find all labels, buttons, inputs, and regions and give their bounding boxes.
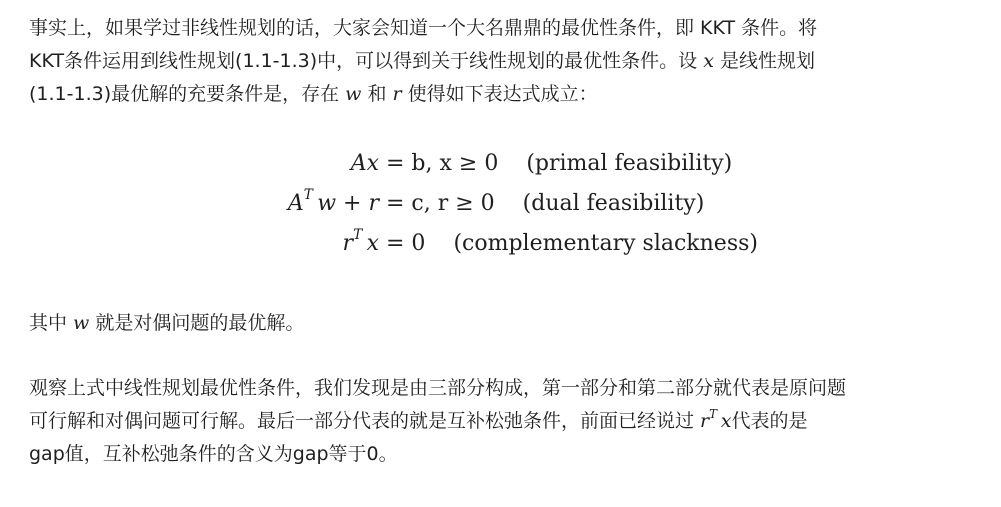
equation-dual-feasibility <box>0 184 1001 224</box>
transpose-superscript: T <box>303 187 313 204</box>
equation-rhs-group <box>379 184 704 224</box>
equation-rhs-group <box>379 224 758 264</box>
variable-r: r <box>392 83 402 105</box>
equation-lhs-main: Ax <box>350 151 379 176</box>
observation-paragraph <box>29 372 979 471</box>
equation-tag: (primal feasibility) <box>526 151 733 176</box>
equation-lhs-tail: w + r <box>317 191 379 216</box>
variable-x: x <box>720 410 732 432</box>
transpose-superscript: T <box>709 407 717 422</box>
transpose-superscript: T <box>353 227 363 244</box>
note-prefix: 其中 <box>29 312 74 334</box>
equation-rhs: = b, x ≥ 0 <box>386 151 499 176</box>
note-paragraph <box>29 307 979 340</box>
observation-line-2-suffix: 代表的是 <box>731 410 808 432</box>
intro-line-1: 事实上，如果学过非线性规划的话，大家会知道一个大名鼎鼎的最优性条件，即 KKT 条件。将 <box>29 17 818 39</box>
variable-r-transpose-x <box>700 407 732 432</box>
equation-rhs: = 0 <box>386 231 426 256</box>
equation-tag: (dual feasibility) <box>522 191 705 216</box>
variable-r: r <box>700 410 710 432</box>
equation-lhs-main: r <box>342 231 354 256</box>
note-suffix: 就是对偶问题的最优解。 <box>89 312 305 334</box>
equation-primal-feasibility <box>0 144 1001 184</box>
intro-line-2-prefix: KKT条件运用到线性规划(1.1-1.3)中，可以得到关于线性规划的最优性条件。设 <box>29 50 704 72</box>
observation-line-2-prefix: 可行解和对偶问题可行解。最后一部分代表的就是互补松弛条件，前面已经说过 <box>29 410 701 432</box>
observation-line-3: gap值，互补松弛条件的含义为gap等于0。 <box>29 443 398 465</box>
intro-paragraph <box>29 12 979 111</box>
intro-line-3-prefix: (1.1-1.3)最优解的充要条件是，存在 <box>29 83 346 105</box>
equation-rhs: = c, r ≥ 0 <box>386 191 495 216</box>
intro-line-3-mid: 和 <box>361 83 393 105</box>
variable-w: w <box>345 83 362 105</box>
intro-line-3 <box>29 78 979 111</box>
observation-line-2 <box>29 405 979 438</box>
equation-tag: (complementary slackness) <box>453 231 758 256</box>
variable-w: w <box>73 312 90 334</box>
equation-lhs <box>288 184 379 224</box>
intro-line-3-suffix: 使得如下表达式成立： <box>401 83 598 105</box>
equation-lhs <box>351 144 379 184</box>
equation-lhs-tail: x <box>366 231 379 256</box>
equation-complementary-slackness <box>0 224 1001 264</box>
intro-line-2-suffix: 是线性规划 <box>713 50 815 72</box>
observation-line-1: 观察上式中线性规划最优性条件，我们发现是由三部分构成，第一部分和第二部分就代表是原问题 <box>29 377 847 399</box>
equation-rhs-group <box>379 144 732 184</box>
equation-lhs <box>343 224 379 264</box>
intro-line-2 <box>29 45 979 78</box>
variable-x: x <box>703 50 714 72</box>
equation-lhs-main: A <box>287 191 304 216</box>
